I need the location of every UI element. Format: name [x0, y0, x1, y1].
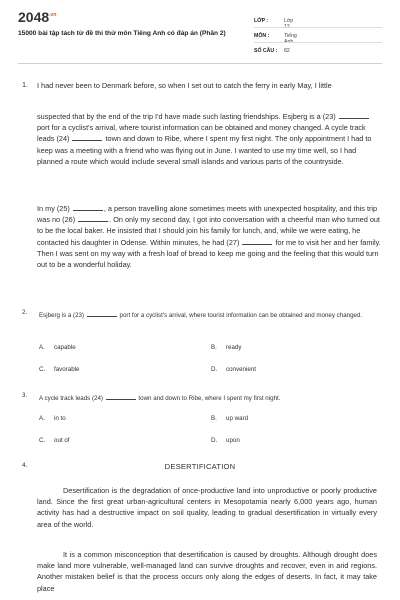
question-2-text: Esjberg is a (23) port for a cyclist's arrival, where tourist information can be obtained and money changed. — [39, 309, 377, 321]
q4-paragraph-2: It is a common misconception that desertification is caused by droughts. Although drought does make land more vulnerable, well-managed land can survive droughts and recover, even in arid regions. Another mistaken belief is that the process occurs only along the edges of deserts. In fact, it may take place — [37, 550, 377, 593]
passage-paragraph-3: In my (25) , a person travelling alone sometimes meets with unexpected hospitality, and this trip was no (26) . On only my second day, I got into conversation with a cheerful man who turned out to be the local baker. He insisted that I should join his family for lunch, and, while we were eating, he contacted his daughter in Odense. Within minutes, he had (27) for me to visit her and her family. Then I was sent on my way with a fresh loaf of bread to keep me going and the feeling that this would turn out to be a wonderful holiday. — [37, 204, 381, 270]
q3-option-b[interactable]: B. up ward — [211, 415, 249, 422]
q3-option-d[interactable]: D. upon — [211, 437, 240, 444]
q2-option-d[interactable]: D. convenient — [211, 366, 256, 373]
q2-option-b[interactable]: B. ready — [211, 344, 242, 351]
blank-24 — [106, 392, 136, 400]
header-divider — [18, 63, 382, 64]
passage-paragraph-2: suspected that by the end of the trip I'd have made such lasting friendships. Esjberg is a (23) port for a cyclist's arrival, where tourist information can be obtained and money changed. A cycle track leads (24) town and down to Ribe, where I spent my first night. The only appointment I had to keep was a meeting with a friend who was flying out in June. I wanted to use my time well, so I had planned a route which would include several small islands and various parts of the countryside. — [37, 112, 372, 166]
q2-option-c[interactable]: C. favorable — [39, 366, 80, 373]
q3-option-c[interactable]: C. out of — [39, 437, 70, 444]
passage-title: DESERTIFICATION — [164, 462, 236, 471]
question-number-4: 4. — [22, 462, 28, 469]
question-3-text: A cycle track leads (24) town and down to Ribe, where I spent my first night. — [39, 392, 377, 404]
blank-24 — [72, 133, 102, 141]
q3-option-a[interactable]: A. in to — [39, 415, 66, 422]
question-number-2: 2. — [22, 309, 28, 316]
blank-23 — [339, 111, 369, 119]
page-header: $2048^{.vn}$ 15000 bài tập tách từ đề thi thử môn Tiếng Anh có đáp án (Phần 2) LỚP : Lớp 12 MÔN : Tiếng Anh SỐ CÂU : 82 — [0, 0, 400, 60]
blank-26 — [78, 214, 108, 222]
blank-27 — [242, 237, 272, 245]
document-title: 15000 bài tập tách từ đề thi thử môn Tiếng Anh có đáp án (Phần 2) — [18, 30, 226, 37]
q4-paragraph-1: Desertification is the degradation of once-productive land into unproductive or poorly productive land. Since the first great urban-agricultural centers in Mesopotamia nearly 6,000 years ago, human activity has had a destructive impact on soil quality, leading to gradual desertification in virtually every area of the world. — [37, 486, 377, 529]
passage-paragraph-1: I had never been to Denmark before, so when I set out to catch the ferry in early May, I little — [37, 81, 332, 90]
question-number-1: 1. — [22, 80, 28, 89]
question-number-3: 3. — [22, 392, 28, 399]
blank-23 — [87, 309, 117, 317]
blank-25 — [73, 203, 103, 211]
site-logo[interactable]: $2048^{.vn}$ — [18, 9, 57, 25]
q2-option-a[interactable]: A. capable — [39, 344, 76, 351]
